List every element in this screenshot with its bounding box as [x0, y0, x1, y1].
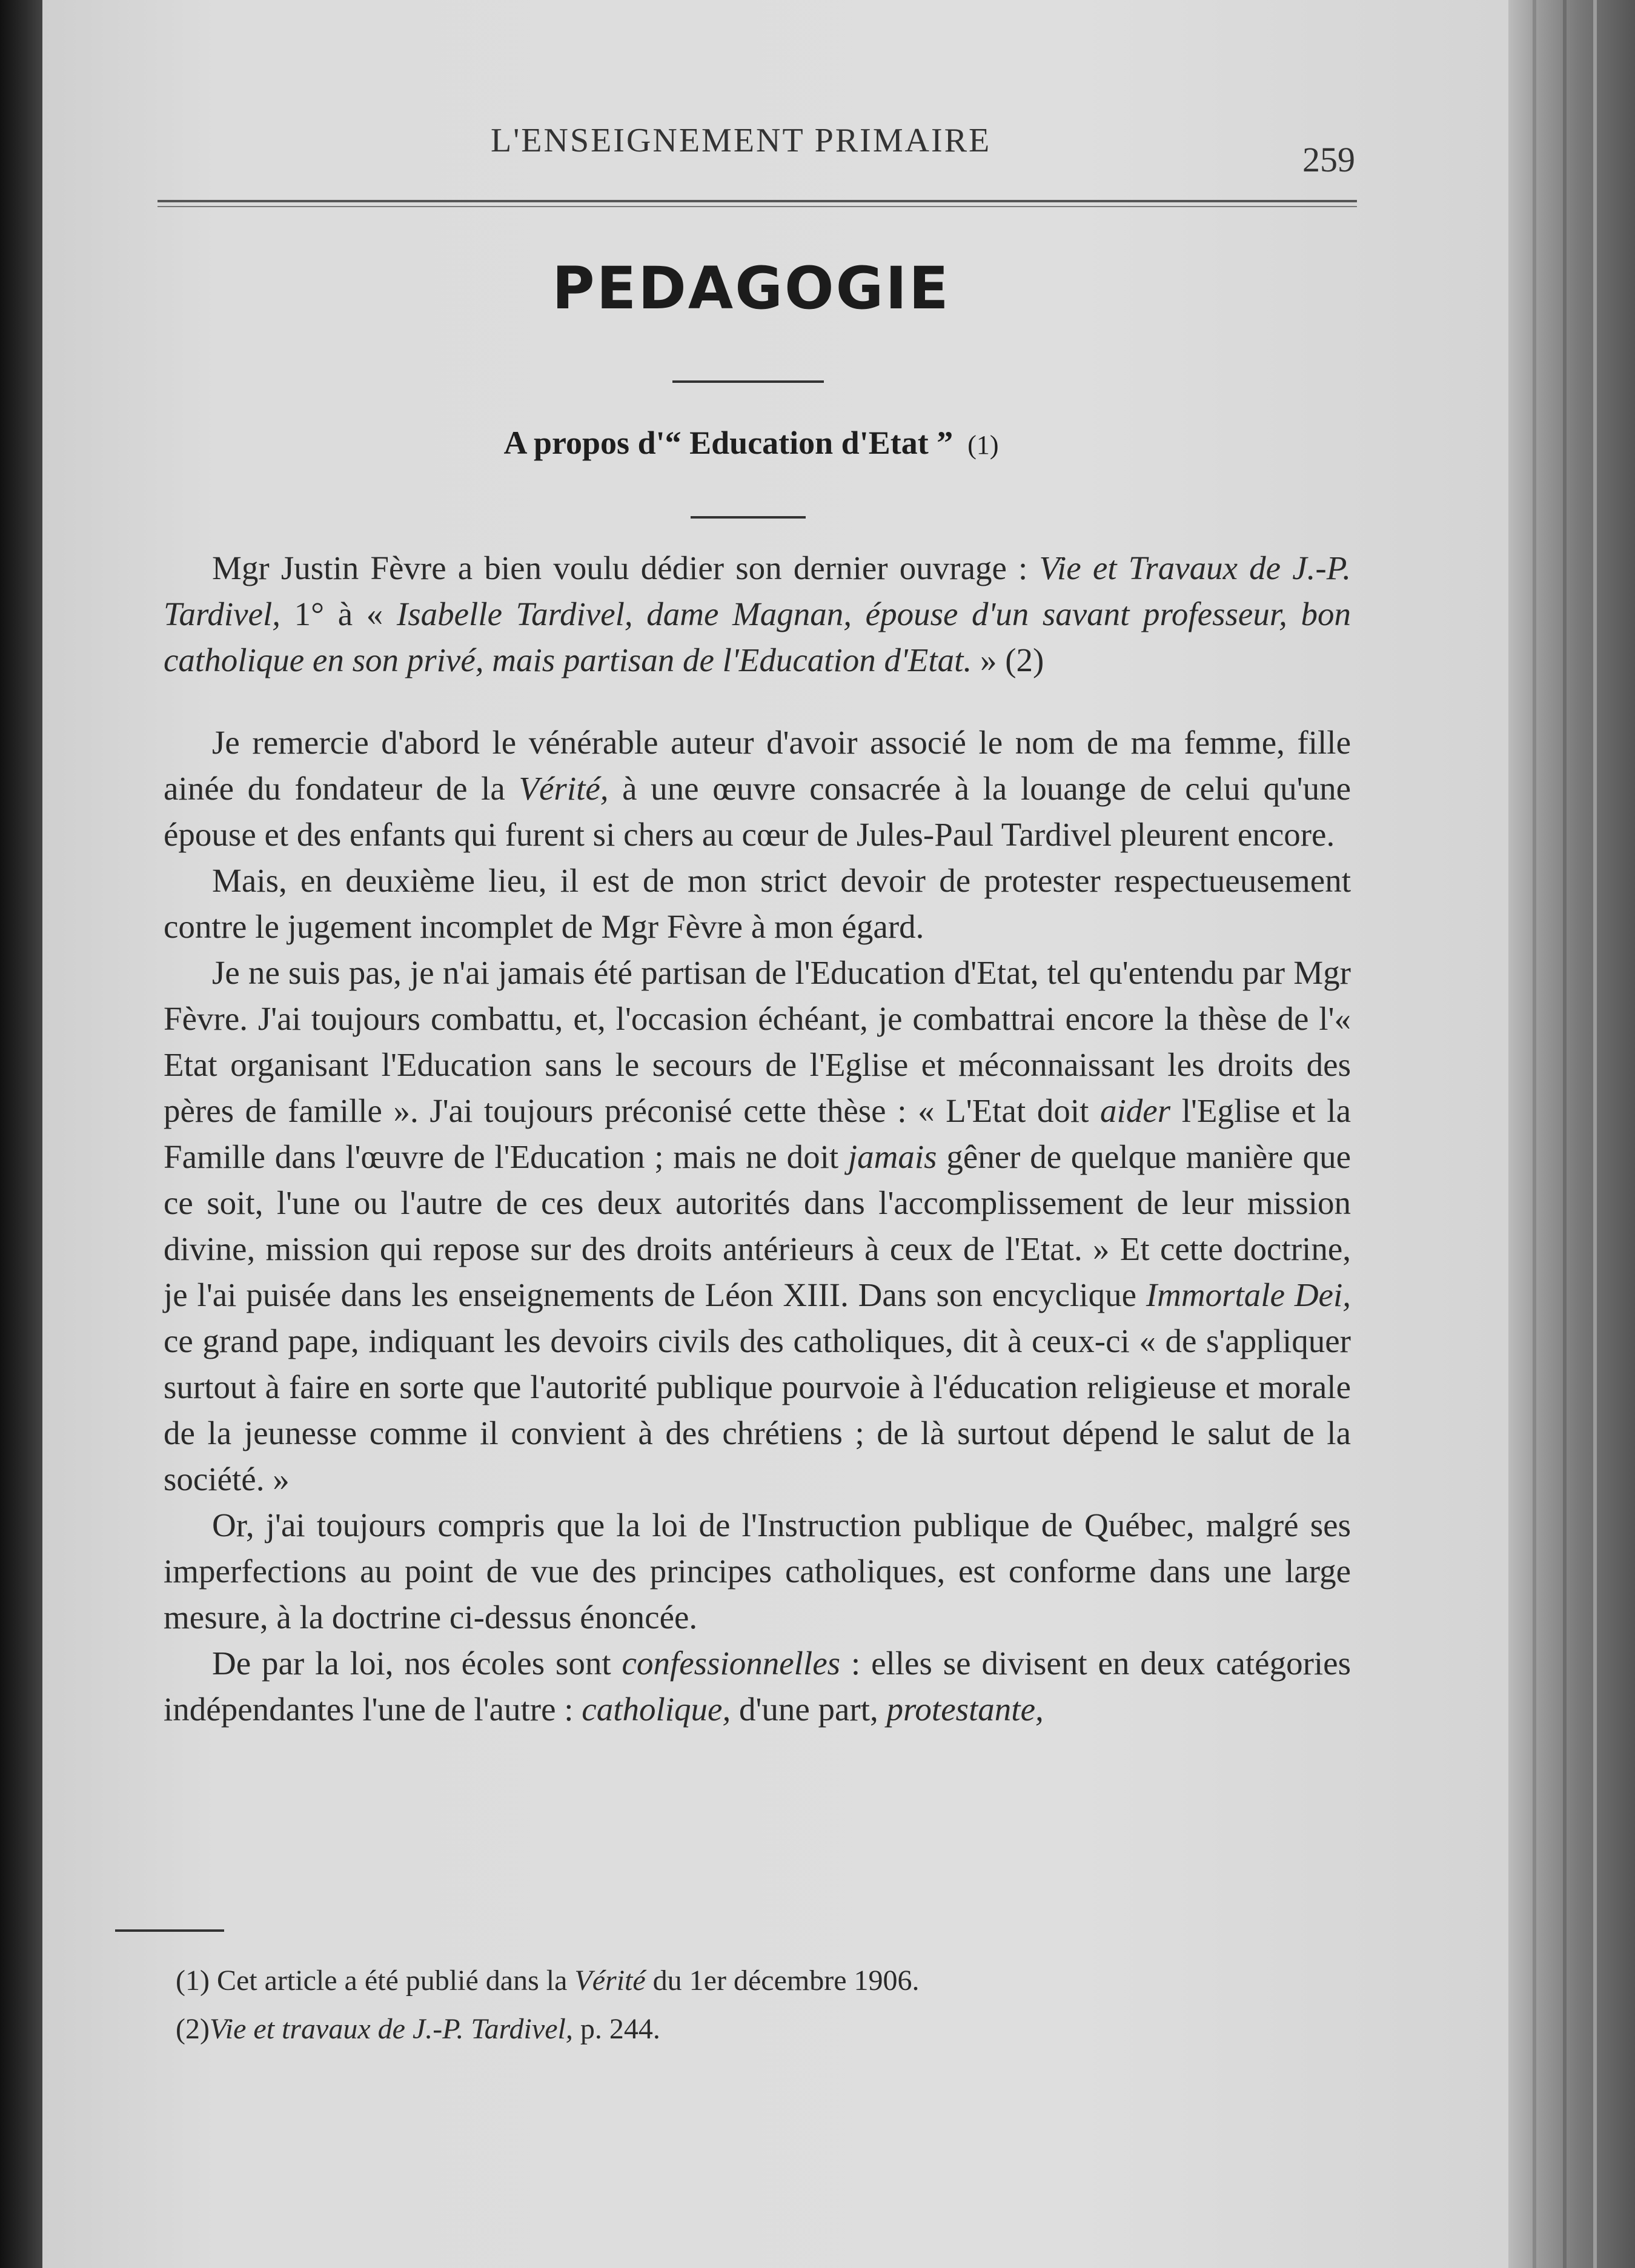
text-run: 1° à « — [280, 595, 397, 632]
footnote — [176, 1957, 1327, 2005]
italic-text-run: confessionnelles — [622, 1645, 841, 1682]
italic-text-run: catholique, — [582, 1691, 731, 1728]
text-run: Je ne suis pas, je n'ai jamais été partisan de l'Education d'Etat, tel qu'entendu par Mgr Fèvre. J'ai toujours combattu, et, l'occasion échéant, je combattrai encore la thèse de l'« Etat organisant l'Education sans le secours de l'Eglise et méconnaissant les droits des pères de famille ». J'ai toujours préconisé cette thèse : « L'Etat doit — [164, 954, 1351, 1129]
facing-page-edge — [1508, 0, 1635, 2268]
text-run: ce grand pape, indiquant les devoirs civils des catholiques, dit à ceux-ci « de s'appliquer surtout à faire en sorte que l'autorité publique pourvoie à l'éducation religieuse et morale de la jeunesse comme il convient à des chrétiens ; de là surtout dépend le salut de la société. » — [164, 1322, 1351, 1497]
paragraph — [164, 1640, 1351, 1732]
text-run: De par la loi, nos écoles sont — [212, 1645, 622, 1682]
header-rule — [158, 200, 1357, 202]
text-run: (2) — [176, 2013, 210, 2045]
subtitle-divider — [691, 516, 806, 519]
text-run: p. 244. — [572, 2013, 660, 2045]
text-run: Mais, en deuxième lieu, il est de mon strict devoir de protester respectueusement contre le jugement incomplet de Mgr Fèvre à mon égard. — [164, 862, 1351, 945]
italic-text-run: aider — [1100, 1092, 1171, 1129]
footnote-marker: (1) — [967, 430, 999, 460]
text-run: » (2) — [972, 642, 1044, 678]
article-body — [164, 545, 1351, 1732]
footnote-rule — [115, 1929, 224, 1932]
header-rule-thin — [158, 206, 1357, 207]
text-run: : elles se divisent en deux catégories indépendantes l'une de l'autre : — [164, 1645, 1351, 1728]
subtitle-text: A propos d'“ Education d'Etat ” — [503, 425, 953, 461]
text-run: à une œuvre consacrée à la louange de celui qu'une épouse et des enfants qui furent si chers au cœur de Jules-Paul Tardivel pleurent encore. — [164, 770, 1351, 853]
italic-text-run: Immortale Dei, — [1146, 1276, 1351, 1313]
text-run: l'Eglise et la Famille dans l'œuvre de l'Education ; mais ne doit — [164, 1092, 1351, 1175]
footnote — [176, 2005, 1327, 2054]
text-run: (1) Cet article a été publié dans la — [176, 1965, 575, 1997]
paragraph — [164, 950, 1351, 1502]
italic-text-run: Vie et travaux de J.-P. Tardivel, — [209, 2013, 573, 2045]
title-divider — [672, 380, 824, 383]
text-run: Or, j'ai toujours compris que la loi de l'Instruction publique de Québec, malgré ses imperfections au point de vue des principes catholiques, est conforme dans une large mesure, à la doctrine ci-dessus énoncée. — [164, 1507, 1351, 1636]
italic-text-run: protestante, — [886, 1691, 1044, 1728]
italic-text-run: jamais — [847, 1138, 937, 1175]
footnotes — [176, 1957, 1327, 2054]
page-number: 259 — [1302, 140, 1355, 179]
paragraph — [164, 720, 1351, 858]
paragraph — [164, 545, 1351, 683]
page-header — [103, 115, 1363, 179]
italic-text-run: Vie et Travaux de J.-P. Tardivel, — [164, 549, 1351, 632]
article-subtitle — [42, 424, 1460, 462]
running-head: L'ENSEIGNEMENT PRIMAIRE — [491, 122, 992, 159]
italic-text-run: Isabelle Tardivel, dame Magnan, épouse d'un savant professeur, bon catholique en son privé, mais partisan de l'Education d'Etat. — [164, 595, 1351, 678]
italic-text-run: Vérité — [574, 1965, 646, 1997]
paragraph — [164, 1502, 1351, 1640]
section-title: PEDAGOGIE — [552, 254, 950, 322]
paragraph — [164, 858, 1351, 950]
text-run: gêner de quelque manière que ce soit, l'une ou l'autre de ces deux autorités dans l'accomplissement de leur mission divine, mission qui repose sur des droits antérieurs à ceux de l'Etat. » Et cette doctrine, je l'ai puisée dans les enseignements de Léon XIII. Dans son encyclique — [164, 1138, 1351, 1313]
page-sheet — [42, 0, 1508, 2268]
italic-text-run: Vérité, — [519, 770, 609, 807]
text-run: du 1er décembre 1906. — [645, 1965, 920, 1997]
text-run: d'une part, — [731, 1691, 887, 1728]
text-run: Je remercie d'abord le vénérable auteur d'avoir associé le nom de ma femme, fille ainée du fondateur de la — [164, 724, 1351, 807]
text-run: Mgr Justin Fèvre a bien voulu dédier son dernier ouvrage : — [212, 549, 1040, 586]
binding-edge — [0, 0, 42, 2268]
